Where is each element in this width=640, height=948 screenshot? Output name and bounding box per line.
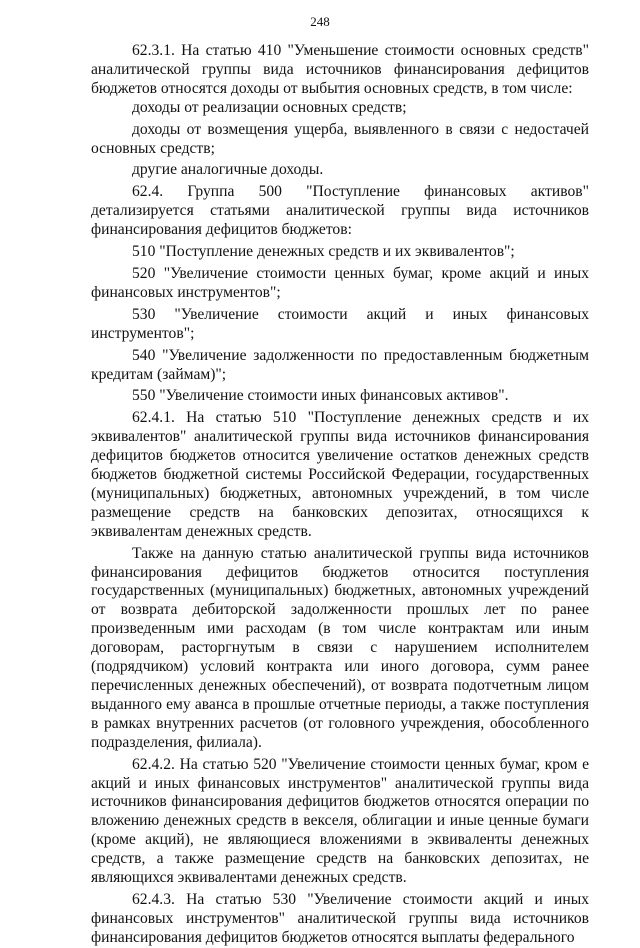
paragraph-62-3-1: 62.3.1. На статью 410 "Уменьшение стоимости основных средств" аналитической группы вида источников финансирования дефицитов бюджетов относятся доходы от выбытия основных средств, в том числе: [91, 42, 589, 97]
list-item-income-damage: доходы от возмещения ущерба, выявленного в связи с недостачей основных средств; [91, 120, 589, 157]
document-body [91, 42, 589, 948]
list-item-510: 510 "Поступление денежных средств и их эквивалентов"; [132, 243, 515, 261]
list-item-income-other: другие аналогичные доходы. [132, 161, 324, 179]
paragraph-62-4-2: 62.4.2. На статью 520 "Увеличение стоимости ценных бумаг, кром е акций и иных финансовых инструментов" аналитической группы вида источников финансирования дефицитов бюджетов относятся операции по вложению денежных средств в векселя, облигации и иные ценные бумаги (кроме акций), не являющиеся вложениями в эквиваленты денежных средств, а также размещение средств на банковских депозитах, не являющихся эквивалентами денежных средств. [91, 755, 589, 887]
list-item-540: 540 "Увеличение задолженности по предоставленным бюджетным кредитам (займам)"; [91, 346, 589, 383]
list-item-income-sale: доходы от реализации основных средств; [132, 98, 407, 116]
paragraph-62-4: 62.4. Группа 500 "Поступление финансовых активов" детализируется статьями аналитической группы вида источников финансирования дефицитов бюджетов: [91, 183, 589, 239]
list-item-520: 520 "Увеличение стоимости ценных бумаг, кроме акций и иных финансовых инструментов"; [91, 264, 589, 301]
paragraph-62-4-1: 62.4.1. На статью 510 "Поступление денежных средств и их эквивалентов" аналитической группы вида источников финансирования дефицитов бюджетов относится увеличение остатков денежных средств бюджетов бюджетной системы Российской Федерации, государственных (муниципальных) бюджетных, автономных учреждений, в том числе размещение средств на банковских депозитах, относящихся к эквивалентам денежных средств. [91, 409, 589, 540]
page-number: 248 [310, 14, 330, 29]
list-item-530: 530 "Увеличение стоимости акций и иных финансовых инструментов"; [91, 305, 589, 342]
list-item-550: 550 "Увеличение стоимости иных финансовых активов". [132, 387, 509, 405]
paragraph-62-4-1-continued: Также на данную статью аналитической группы вида источников финансирования дефицитов бюджетов относится поступления государственных (муниципальных) бюджетных, автономных учреждений от возврата дебиторской задолженности прошлых лет по ранее произведенным ими расходам (в том числе контрактам или иным договорам, расторгнутым в связи с нарушением исполнителем (подрядчиком) условий контракта или иного договора, сумм ранее перечисленных денежных обеспечений), от возврата подотчетным лицом выданного ему аванса в прошлые отчетные периоды, а также поступления в рамках внутренних расчетов (от головного учреждения, обособленного подразделения, филиала). [91, 544, 589, 751]
paragraph-62-4-3: 62.4.3. На статью 530 "Увеличение стоимости акций и иных финансовых инструментов" аналитической группы вида источников финансирования дефицитов бюджетов относятся выплаты федерального [91, 890, 589, 946]
